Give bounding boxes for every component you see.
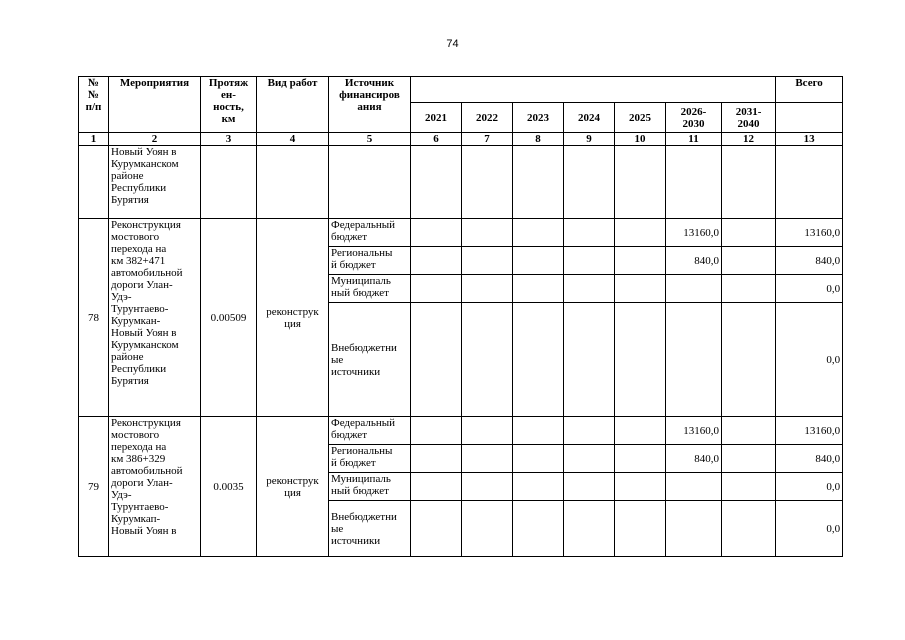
source-name: Региональны й бюджет (329, 445, 411, 473)
value-2026-2030 (666, 473, 722, 501)
empty-cell (722, 303, 776, 417)
empty-cell (411, 303, 462, 417)
empty-cell (411, 247, 462, 275)
empty-cell (462, 445, 513, 473)
empty-cell (722, 219, 776, 247)
empty-cell (564, 247, 615, 275)
value-2026-2030 (666, 303, 722, 417)
empty-cell (722, 473, 776, 501)
column-number: 4 (257, 133, 329, 146)
source-name: Муниципаль ный бюджет (329, 275, 411, 303)
empty-cell (462, 303, 513, 417)
empty-cell (513, 303, 564, 417)
source-name: Федеральный бюджет (329, 417, 411, 445)
empty-cell (564, 303, 615, 417)
row-length: 0.0035 (201, 417, 257, 557)
empty-cell (615, 303, 666, 417)
continuation-text: Новый Уоян в Курумканском районе Республики Бурятия (109, 146, 201, 219)
value-2026-2030: 840,0 (666, 247, 722, 275)
empty-cell (615, 247, 666, 275)
value-2026-2030: 13160,0 (666, 417, 722, 445)
empty-cell (513, 501, 564, 557)
empty-cell (564, 445, 615, 473)
value-2026-2030: 840,0 (666, 445, 722, 473)
header-event: Мероприятия (109, 77, 201, 133)
header-year: 2023 (513, 103, 564, 133)
value-total: 840,0 (776, 445, 843, 473)
empty-cell (564, 501, 615, 557)
empty-cell (722, 275, 776, 303)
header-year: 2022 (462, 103, 513, 133)
row-event: Реконструкция мостового перехода на км 386+329 автомобильной дороги Улан- Удэ- Турунтаево- Курумкап- Новый Уоян в (109, 417, 201, 557)
column-number: 11 (666, 133, 722, 146)
column-number: 8 (513, 133, 564, 146)
header-length: Протяж ен- ность, км (201, 77, 257, 133)
column-number: 9 (564, 133, 615, 146)
empty-cell (564, 417, 615, 445)
value-total: 13160,0 (776, 219, 843, 247)
column-number: 2 (109, 133, 201, 146)
row-works: реконструк ция (257, 417, 329, 557)
empty-cell (462, 417, 513, 445)
value-total: 13160,0 (776, 417, 843, 445)
continuation-row (79, 146, 843, 219)
header-year: 2026- 2030 (666, 103, 722, 133)
value-2026-2030 (666, 275, 722, 303)
header-year: 2024 (564, 103, 615, 133)
empty-cell (411, 473, 462, 501)
empty-cell (462, 247, 513, 275)
value-total: 0,0 (776, 473, 843, 501)
header-no: № № п/п (79, 77, 109, 133)
row-length: 0.00509 (201, 219, 257, 417)
empty-cell (462, 473, 513, 501)
empty-cell (462, 219, 513, 247)
empty-cell (513, 473, 564, 501)
empty-cell (615, 275, 666, 303)
source-name: Муниципаль ный бюджет (329, 473, 411, 501)
budget-table (78, 76, 843, 557)
value-total: 0,0 (776, 275, 843, 303)
empty-cell (615, 473, 666, 501)
value-total: 840,0 (776, 247, 843, 275)
empty-cell (722, 501, 776, 557)
empty-cell (513, 219, 564, 247)
header-year: 2031- 2040 (722, 103, 776, 133)
column-number: 1 (79, 133, 109, 146)
value-total: 0,0 (776, 303, 843, 417)
empty-cell (722, 417, 776, 445)
header-works: Вид работ (257, 77, 329, 133)
header-source: Источник финансиров ания (329, 77, 411, 133)
column-number: 7 (462, 133, 513, 146)
column-number: 6 (411, 133, 462, 146)
empty-cell (615, 417, 666, 445)
empty-cell (564, 275, 615, 303)
empty-cell (513, 417, 564, 445)
empty-cell (411, 275, 462, 303)
value-total: 0,0 (776, 501, 843, 557)
row-works: реконструк ция (257, 219, 329, 417)
header-year: 2021 (411, 103, 462, 133)
header-total-empty (776, 103, 843, 133)
header-year: 2025 (615, 103, 666, 133)
empty-cell (411, 417, 462, 445)
row-number: 78 (79, 219, 109, 417)
empty-cell (615, 219, 666, 247)
value-2026-2030 (666, 501, 722, 557)
table-row (79, 417, 843, 445)
row-event: Реконструкция мостового перехода на км 382+471 автомобильной дороги Улан- Удэ- Турунтаево- Курумкан- Новый Уоян в Курумканском районе Республики Бурятия (109, 219, 201, 417)
empty-cell (564, 219, 615, 247)
column-number: 5 (329, 133, 411, 146)
table-row (79, 219, 843, 247)
empty-cell (615, 501, 666, 557)
empty-cell (722, 247, 776, 275)
page-number: 74 (446, 38, 459, 50)
empty-cell (513, 247, 564, 275)
empty-cell (462, 501, 513, 557)
header-years-group (411, 77, 776, 103)
value-2026-2030: 13160,0 (666, 219, 722, 247)
row-number: 79 (79, 417, 109, 557)
source-name: Региональны й бюджет (329, 247, 411, 275)
empty-cell (462, 275, 513, 303)
empty-cell (722, 445, 776, 473)
column-number: 3 (201, 133, 257, 146)
empty-cell (615, 445, 666, 473)
empty-cell (513, 445, 564, 473)
source-name: Внебюджетни ые источники (329, 303, 411, 417)
source-name: Федеральный бюджет (329, 219, 411, 247)
source-name: Внебюджетни ые источники (329, 501, 411, 557)
empty-cell (411, 219, 462, 247)
empty-cell (564, 473, 615, 501)
empty-cell (513, 275, 564, 303)
column-number: 10 (615, 133, 666, 146)
column-number: 12 (722, 133, 776, 146)
empty-cell (411, 445, 462, 473)
column-number: 13 (776, 133, 843, 146)
header-total: Всего (776, 77, 843, 103)
empty-cell (411, 501, 462, 557)
